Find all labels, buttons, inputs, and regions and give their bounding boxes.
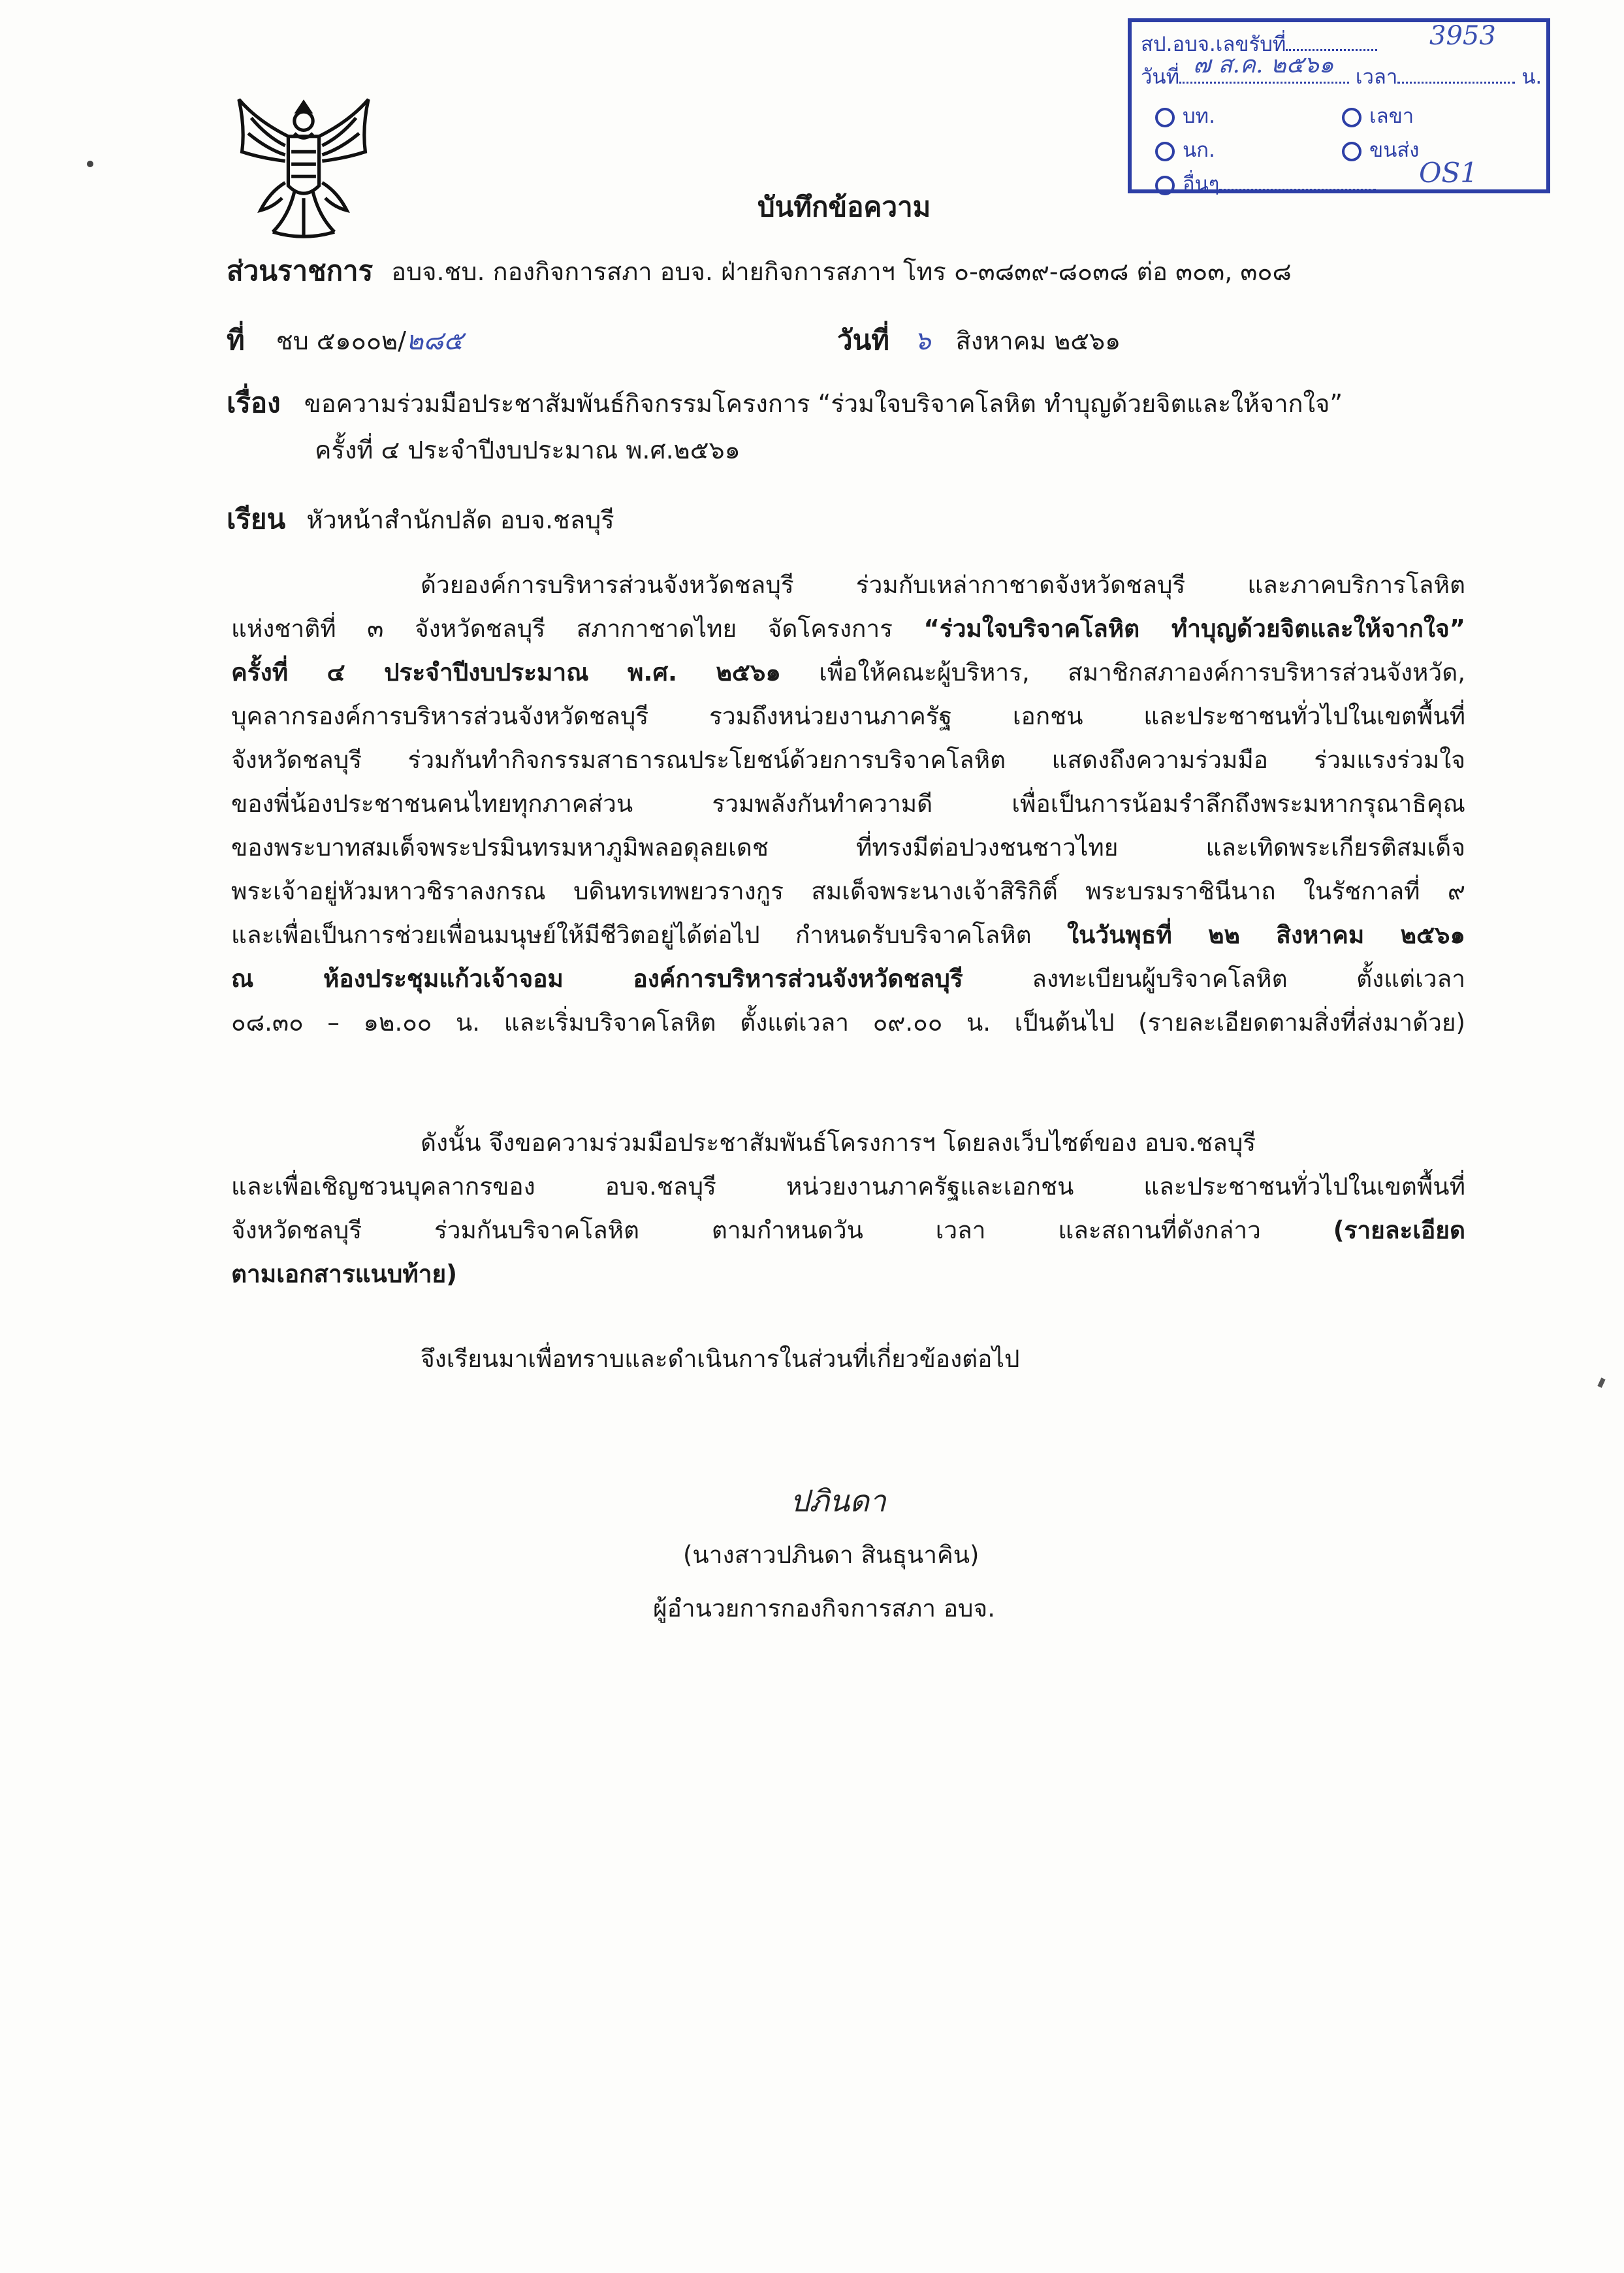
checkbox-circle-icon xyxy=(1342,108,1361,127)
reference-number: ๒๘๕ xyxy=(406,326,464,356)
addressee-line xyxy=(227,500,614,539)
stamp-office: สป.อบจ.เลขรับที่ xyxy=(1141,33,1286,56)
page-title: บันทึกข้อความ xyxy=(757,191,931,223)
paragraph-line: จังหวัดชลบุรี ร่วมกันทำกิจกรรมสาธารณประโยชน์ด้วยการบริจาคโลหิต แสดงถึงความร่วมมือ ร่วมแรงร่วมใจ xyxy=(231,746,1465,774)
stamp-time-unit: น. xyxy=(1521,65,1542,89)
paragraph-text-bold: (รายละเอียด xyxy=(1333,1216,1465,1244)
paragraph-line xyxy=(231,1208,1465,1252)
paragraph-line: ดังนั้น จึงขอความร่วมมือประชาสัมพันธ์โครงการฯ โดยลงเว็บไซต์ของ อบจ.ชลบุรี xyxy=(421,1129,1256,1157)
handwritten-signature: ปภินดา xyxy=(790,1483,886,1519)
paragraph-line: บุคลากรองค์การบริหารส่วนจังหวัดชลบุรี รวมถึงหน่วยงานภาครัฐ เอกชน และประชาชนทั่วไปในเขตพื้นที่ xyxy=(231,702,1465,730)
paragraph-line: ของพี่น้องประชาชนคนไทยทุกภาคส่วน รวมพลังกันทำความดี เพื่อเป็นการน้อมรำลึกถึงพระมหากรุณาธิคุณ xyxy=(231,790,1465,818)
date-month-year: สิงหาคม ๒๕๖๑ xyxy=(955,327,1121,355)
paragraph-line: ด้วยองค์การบริหารส่วนจังหวัดชลบุรี ร่วมกับเหล่ากาชาดจังหวัดชลบุรี และภาคบริการโลหิต xyxy=(421,571,1465,599)
scan-speck xyxy=(87,161,93,167)
scan-speck xyxy=(1597,1378,1605,1388)
paragraph-text: และเพื่อเป็นการช่วยเพื่อนมนุษย์ให้มีชีวิตอยู่ได้ต่อไป กำหนดรับบริจาคโลหิต xyxy=(231,921,1067,949)
addressee-value: หัวหน้าสำนักปลัด อบจ.ชลบุรี xyxy=(306,506,614,534)
date-day: ๖ xyxy=(914,326,931,356)
stamp-option-4: เลขา xyxy=(1369,105,1414,128)
reference-label: ที่ xyxy=(227,324,245,356)
department-label: ส่วนราชการ xyxy=(227,255,374,287)
stamp-time-label: เวลา xyxy=(1355,65,1398,89)
paragraph-line: ของพระบาทสมเด็จพระปรมินทรมหาภูมิพลอดุลยเดช ที่ทรงมีต่อปวงชนชาวไทย และเทิดพระเกียรติสมเด็จ xyxy=(231,833,1465,862)
signer-name: (นางสาวปภินดา สินธุนาคิน) xyxy=(683,1541,979,1569)
paragraph-line: ๐๘.๓๐ – ๑๒.๐๐ น. และเริ่มบริจาคโลหิต ตั้งแต่เวลา ๐๙.๐๐ น. เป็นต้นไป (รายละเอียดตามสิ่งที่ส่งมาด้วย) xyxy=(231,1008,1465,1037)
paragraph-line xyxy=(231,607,1465,651)
department-value: อบจ.ชบ. กองกิจการสภา อบจ. ฝ่ายกิจการสภาฯ โทร ๐-๓๘๓๙-๘๐๓๘ ต่อ ๓๐๓, ๓๐๘ xyxy=(391,257,1292,286)
signer-title: ผู้อำนวยการกองกิจการสภา อบจ. xyxy=(653,1594,995,1622)
stamp-number: 3953 xyxy=(1429,21,1496,51)
stamp-option-5: ขนส่ง xyxy=(1369,138,1420,162)
subject-text-2: ครั้งที่ ๔ ประจำปีงบประมาณ พ.ศ.๒๕๖๑ xyxy=(315,436,740,464)
paragraph-text-bold: “ร่วมใจบริจาคโลหิต ทำบุญด้วยจิตและให้จากใจ” xyxy=(923,615,1465,643)
stamp-date-label: วันที่ xyxy=(1141,65,1180,89)
paragraph-text-bold: ณ ห้องประชุมแก้วเจ้าจอม องค์การบริหารส่วนจังหวัดชลบุรี xyxy=(231,965,963,993)
paragraph-line: และเพื่อเชิญชวนบุคลากรของ อบจ.ชลบุรี หน่วยงานภาครัฐและเอกชน และประชาชนทั่วไปในเขตพื้นที่ xyxy=(231,1172,1465,1201)
paragraph-text-bold: ครั้งที่ ๔ ประจำปีงบประมาณ พ.ศ. ๒๕๖๑ xyxy=(231,658,781,686)
paragraph-text: จังหวัดชลบุรี ร่วมกันบริจาคโลหิต ตามกำหนดวัน เวลา และสถานที่ดังกล่าว xyxy=(231,1216,1333,1244)
reference-prefix: ชบ ๕๑๐๐๒/ xyxy=(276,327,406,355)
stamp-option-1: บท. xyxy=(1183,105,1215,128)
subject-line xyxy=(227,384,1343,423)
subject-label: เรื่อง xyxy=(227,387,281,419)
garuda-emblem xyxy=(227,90,381,244)
body-paragraph-1 xyxy=(231,563,1465,1044)
date-label: วันที่ xyxy=(837,324,889,356)
checkbox-circle-icon xyxy=(1155,108,1175,127)
paragraph-line: พระเจ้าอยู่หัวมหาวชิราลงกรณ บดินทรเทพยวรางกูร สมเด็จพระนางเจ้าสิริกิติ์ พระบรมราชินีนาถ ในรัชกาลที่ ๙ xyxy=(231,877,1465,905)
paragraph-text: ลงทะเบียนผู้บริจาคโลหิต ตั้งแต่เวลา xyxy=(963,965,1465,993)
receipt-stamp xyxy=(1128,18,1550,196)
reference-line xyxy=(227,321,463,360)
checkbox-circle-icon xyxy=(1155,142,1175,161)
paragraph-text: แห่งชาติที่ ๓ จังหวัดชลบุรี สภากาชาดไทย จัดโครงการ xyxy=(231,615,924,643)
paragraph-line: ตามเอกสารแนบท้าย) xyxy=(231,1260,458,1288)
paragraph-text: เพื่อให้คณะผู้บริหาร, สมาชิกสภาองค์การบริหารส่วนจังหวัด, xyxy=(780,658,1465,686)
body-paragraph-2 xyxy=(231,1121,1465,1296)
paragraph-line xyxy=(231,651,1465,694)
paragraph-line xyxy=(231,913,1465,957)
stamp-date-value: ๗ ส.ค. ๒๕๖๑ xyxy=(1193,52,1334,78)
addressee-label: เรียน xyxy=(227,503,286,535)
checkbox-circle-icon xyxy=(1155,176,1175,195)
date-line xyxy=(837,321,1121,360)
closing-line: จึงเรียนมาเพื่อทราบและดำเนินการในส่วนที่เกี่ยวข้องต่อไป xyxy=(421,1345,1020,1373)
department-line xyxy=(227,252,1292,291)
paragraph-text-bold: ในวันพุธที่ ๒๒ สิงหาคม ๒๕๖๑ xyxy=(1066,921,1465,949)
stamp-initials: OS1 xyxy=(1419,157,1478,189)
stamp-option-3: อื่นๆ xyxy=(1183,172,1220,196)
paragraph-line xyxy=(231,957,1465,1001)
checkbox-circle-icon xyxy=(1342,142,1361,161)
stamp-option-2: นก. xyxy=(1183,138,1215,162)
subject-text-1: ขอความร่วมมือประชาสัมพันธ์กิจกรรมโครงการ “ร่วมใจบริจาคโลหิต ทำบุญด้วยจิตและให้จากใจ” xyxy=(304,389,1343,418)
